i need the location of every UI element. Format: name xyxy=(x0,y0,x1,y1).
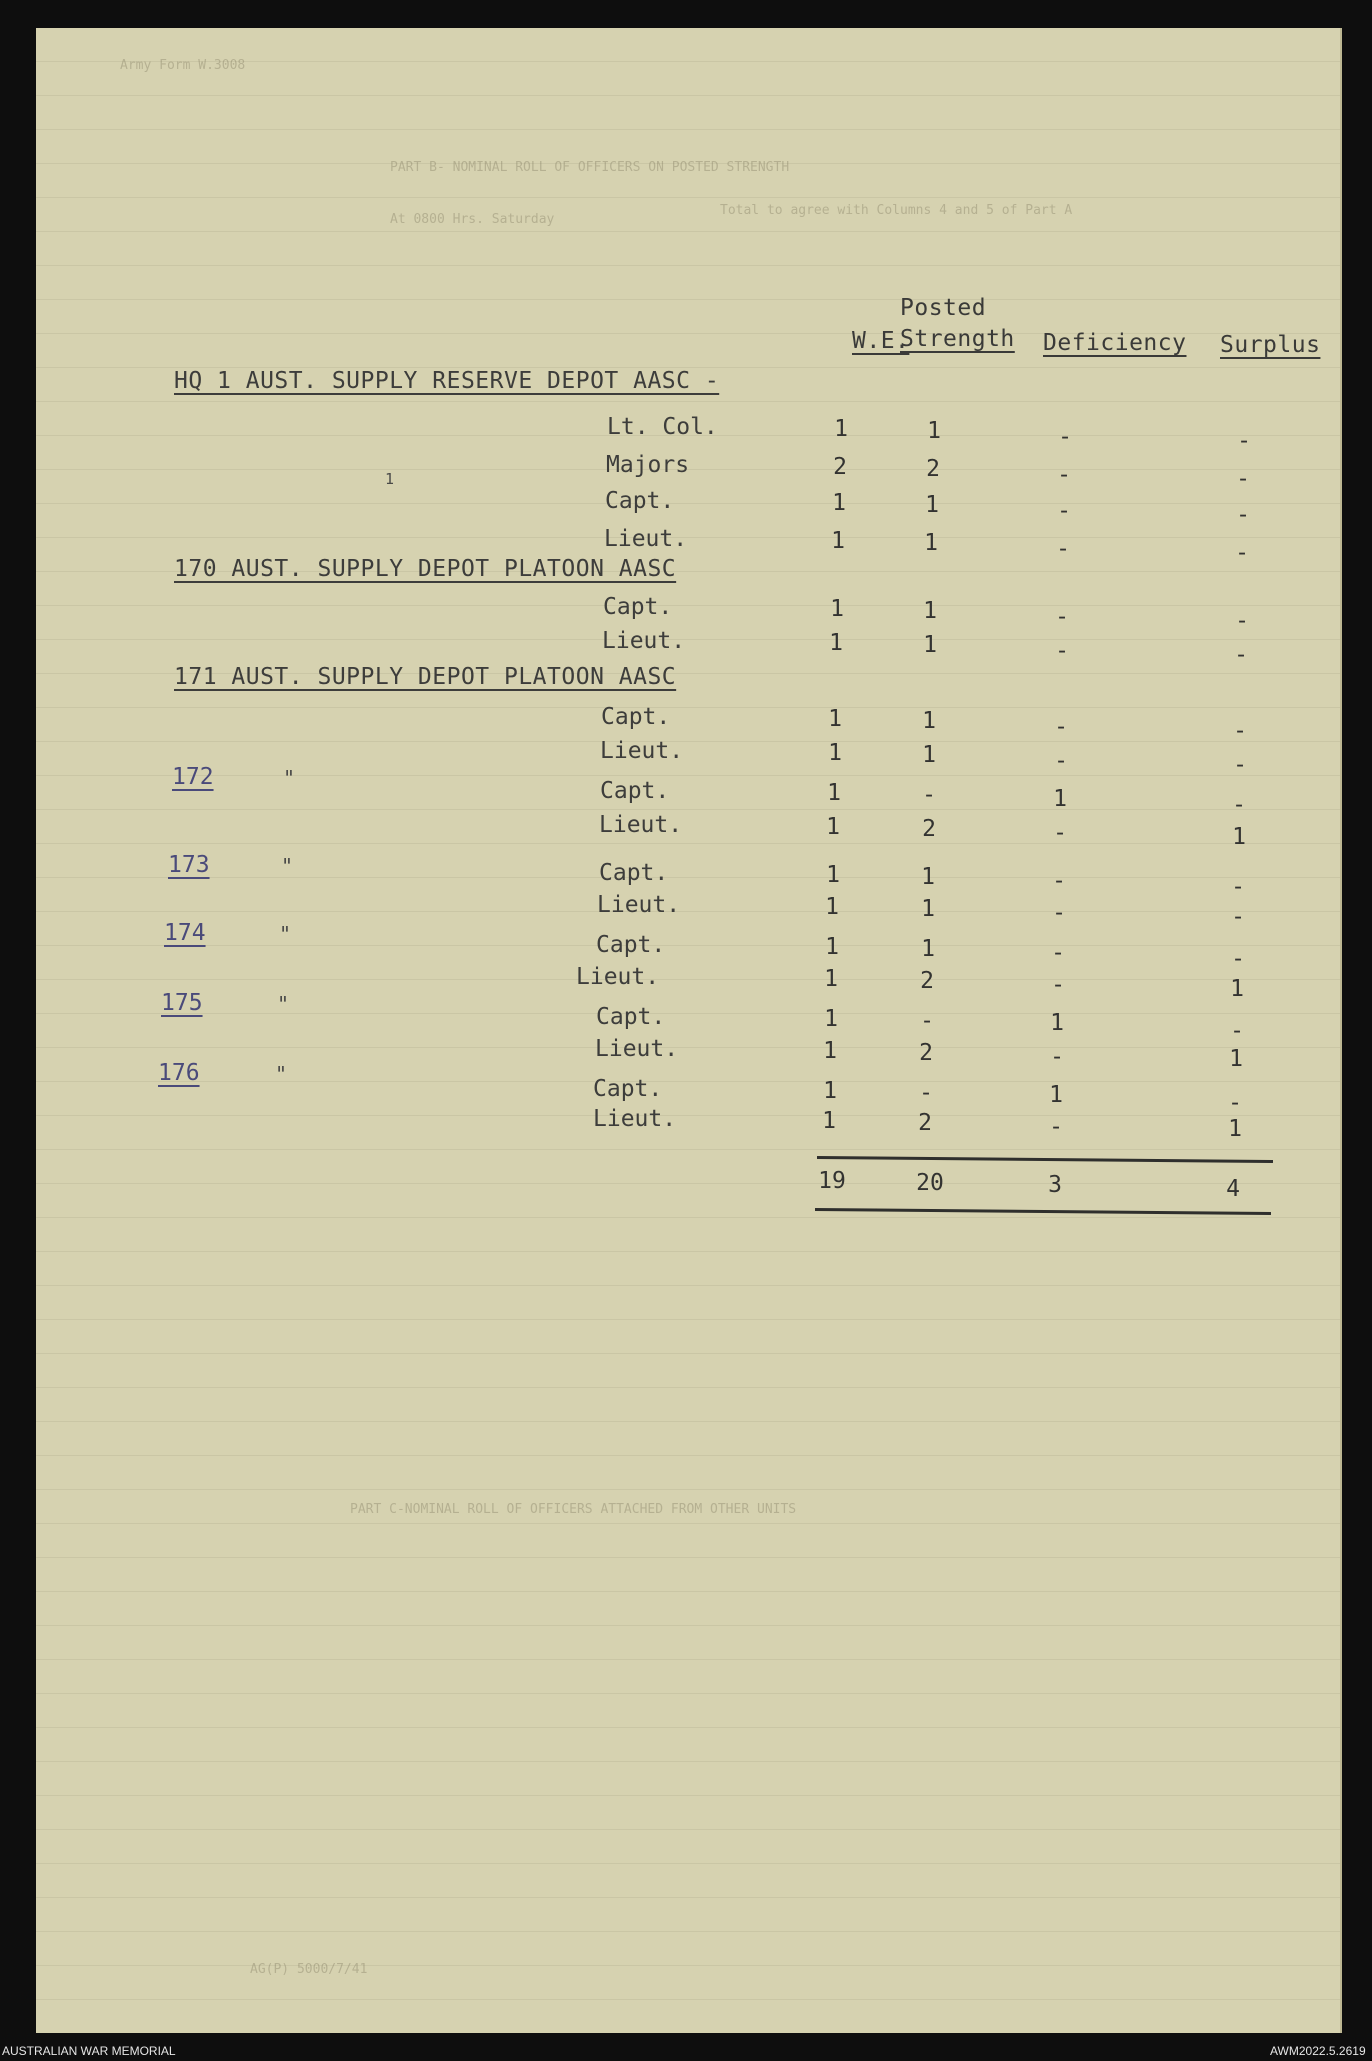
section-heading-170: 170 AUST. SUPPLY DEPOT PLATOON AASC xyxy=(174,556,677,582)
total-note-ghost: Total to agree with Columns 4 and 5 of Part A xyxy=(720,203,1073,218)
surplus-value: - xyxy=(1236,466,1250,492)
surplus-value: 1 xyxy=(1228,1116,1242,1142)
surplus-value: - xyxy=(1230,1018,1244,1044)
deficiency-value: - xyxy=(1056,536,1070,562)
strength-value: 2 xyxy=(926,456,940,482)
surplus-value: - xyxy=(1233,752,1247,778)
deficiency-value: - xyxy=(1050,1044,1064,1070)
form-number-ghost: Army Form W.3008 xyxy=(120,58,246,73)
rank-label: Majors xyxy=(606,452,690,478)
header-posted: Posted xyxy=(900,295,987,321)
rank-label: Capt. xyxy=(599,860,669,886)
we-value: 1 xyxy=(827,780,841,806)
surplus-value: - xyxy=(1237,428,1251,454)
deficiency-value: - xyxy=(1057,462,1071,488)
strength-value: - xyxy=(922,782,936,808)
rank-label: Lieut. xyxy=(576,964,660,990)
strength-value: 1 xyxy=(923,598,937,624)
surplus-value: 1 xyxy=(1229,1046,1243,1072)
deficiency-value: - xyxy=(1051,940,1065,966)
deficiency-value: - xyxy=(1057,498,1071,524)
surplus-value: - xyxy=(1236,502,1250,528)
deficiency-value: - xyxy=(1052,868,1066,894)
rank-label: Lieut. xyxy=(593,1106,677,1132)
section-heading-171: 171 AUST. SUPPLY DEPOT PLATOON AASC xyxy=(174,664,677,690)
rank-label: Capt. xyxy=(596,1004,666,1030)
surplus-value: - xyxy=(1231,946,1245,972)
strength-value: 2 xyxy=(920,968,934,994)
total-we: 19 xyxy=(818,1168,846,1194)
strength-value: 1 xyxy=(923,632,937,658)
ditto-173: " xyxy=(281,854,294,878)
surplus-value: 1 xyxy=(1230,976,1244,1002)
strength-value: 2 xyxy=(919,1040,933,1066)
paper-sheet xyxy=(36,28,1342,2033)
we-value: 1 xyxy=(825,894,839,920)
we-value: 1 xyxy=(828,740,842,766)
section-heading-hq: HQ 1 AUST. SUPPLY RESERVE DEPOT AASC - xyxy=(174,368,720,394)
surplus-value: - xyxy=(1231,874,1245,900)
platoon-number-175: 175 xyxy=(161,990,203,1016)
surplus-value: - xyxy=(1235,540,1249,566)
stamp-ghost: AG(P) 5000/7/41 xyxy=(250,1962,368,1977)
strength-value: 1 xyxy=(921,936,935,962)
we-value: 1 xyxy=(832,490,846,516)
we-value: 1 xyxy=(823,1038,837,1064)
surplus-value: - xyxy=(1233,718,1247,744)
deficiency-value: 1 xyxy=(1050,1010,1064,1036)
strength-value: 1 xyxy=(922,708,936,734)
rank-label: Capt. xyxy=(603,594,673,620)
surplus-value: - xyxy=(1228,1090,1242,1116)
surplus-value: - xyxy=(1235,608,1249,634)
rank-label: Capt. xyxy=(600,778,670,804)
rank-label: Lieut. xyxy=(599,812,683,838)
we-value: 1 xyxy=(829,630,843,656)
strength-value: 1 xyxy=(921,864,935,890)
platoon-number-172: 172 xyxy=(172,764,214,790)
deficiency-value: - xyxy=(1055,604,1069,630)
we-value: 1 xyxy=(826,814,840,840)
we-value: 1 xyxy=(831,528,845,554)
ditto-176: " xyxy=(275,1062,288,1086)
platoon-number-174: 174 xyxy=(164,920,206,946)
strength-value: - xyxy=(919,1080,933,1106)
deficiency-value: - xyxy=(1049,1114,1063,1140)
we-value: 1 xyxy=(828,706,842,732)
we-value: 1 xyxy=(824,966,838,992)
strength-value: 1 xyxy=(925,492,939,518)
header-strength: Strength xyxy=(900,326,1015,352)
strength-value: 1 xyxy=(921,896,935,922)
we-value: 1 xyxy=(822,1108,836,1134)
we-value: 2 xyxy=(833,454,847,480)
rank-label: Lieut. xyxy=(595,1036,679,1062)
stray-mark: 1 xyxy=(385,470,395,488)
deficiency-value: - xyxy=(1054,714,1068,740)
we-value: 1 xyxy=(826,862,840,888)
deficiency-value: - xyxy=(1058,424,1072,450)
surplus-value: - xyxy=(1231,904,1245,930)
platoon-number-176: 176 xyxy=(158,1060,200,1086)
deficiency-value: - xyxy=(1052,900,1066,926)
deficiency-value: 1 xyxy=(1049,1082,1063,1108)
surplus-value: - xyxy=(1232,792,1246,818)
time-ghost: At 0800 Hrs. Saturday xyxy=(390,212,555,227)
rank-label: Capt. xyxy=(593,1076,663,1102)
we-value: 1 xyxy=(824,1006,838,1032)
surplus-value: - xyxy=(1234,642,1248,668)
we-value: 1 xyxy=(823,1078,837,1104)
deficiency-value: - xyxy=(1054,748,1068,774)
rank-label: Capt. xyxy=(596,932,666,958)
footer-institution: AUSTRALIAN WAR MEMORIAL xyxy=(2,2044,176,2058)
surplus-value: 1 xyxy=(1232,824,1246,850)
rank-label: Lt. Col. xyxy=(607,414,718,440)
header-we: W.E. xyxy=(852,328,910,354)
strength-value: 2 xyxy=(922,816,936,842)
strength-value: 1 xyxy=(927,418,941,444)
footer-reference: AWM2022.5.2619 xyxy=(1270,2044,1366,2058)
platoon-number-173: 173 xyxy=(168,852,210,878)
deficiency-value: - xyxy=(1055,638,1069,664)
rank-label: Lieut. xyxy=(602,628,686,654)
header-deficiency: Deficiency xyxy=(1043,330,1187,356)
total-deficiency: 3 xyxy=(1048,1172,1062,1198)
rank-label: Capt. xyxy=(605,488,675,514)
header-surplus: Surplus xyxy=(1220,332,1321,358)
rank-label: Capt. xyxy=(601,704,671,730)
rank-label: Lieut. xyxy=(604,526,688,552)
deficiency-value: 1 xyxy=(1053,786,1067,812)
ditto-175: " xyxy=(277,992,290,1016)
total-surplus: 4 xyxy=(1226,1176,1240,1202)
ditto-172: " xyxy=(283,766,296,790)
part-c-title-ghost: PART C-NOMINAL ROLL OF OFFICERS ATTACHED FROM OTHER UNITS xyxy=(350,1502,797,1517)
total-strength: 20 xyxy=(916,1170,944,1196)
strength-value: 2 xyxy=(918,1110,932,1136)
we-value: 1 xyxy=(834,416,848,442)
part-b-title-ghost: PART B- NOMINAL ROLL OF OFFICERS ON POSTED STRENGTH xyxy=(390,160,790,175)
deficiency-value: - xyxy=(1053,820,1067,846)
we-value: 1 xyxy=(825,934,839,960)
strength-value: 1 xyxy=(922,742,936,768)
strength-value: 1 xyxy=(924,530,938,556)
deficiency-value: - xyxy=(1051,972,1065,998)
ditto-174: " xyxy=(279,922,292,946)
rank-label: Lieut. xyxy=(600,738,684,764)
strength-value: - xyxy=(920,1008,934,1034)
we-value: 1 xyxy=(830,596,844,622)
rank-label: Lieut. xyxy=(597,892,681,918)
